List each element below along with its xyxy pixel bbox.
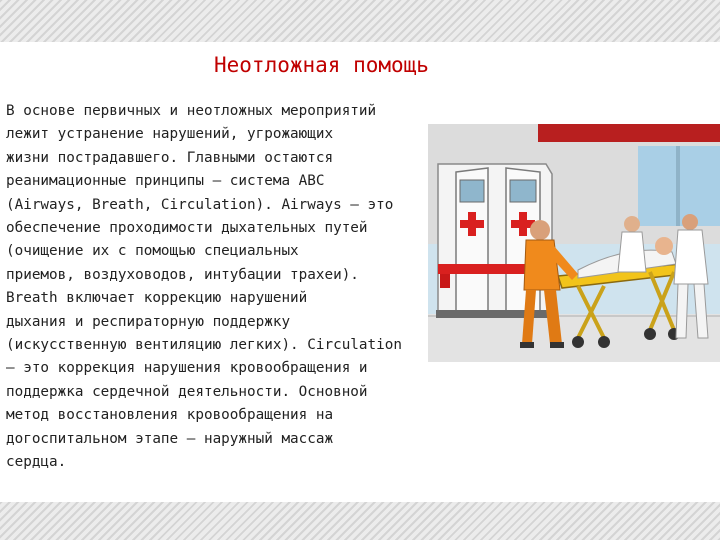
slide-title: Неотложная помощь (214, 53, 429, 77)
ambulance-stretcher-illustration (428, 124, 720, 362)
body-line: Breath включает коррекцию нарушений (6, 290, 308, 307)
body-paragraph (6, 100, 438, 475)
body-line: догоспитальном этапе – наружный массаж (6, 430, 334, 447)
body-line: метод восстановления кровообращения на (6, 407, 334, 424)
top-stripe-band (0, 0, 720, 42)
body-line: лежит устранение нарушений, угрожающих (6, 126, 334, 143)
body-line: (Airways, Breath, Circulation). Airways – это (6, 196, 394, 213)
body-line: обеспечение проходимости дыхательных путей (6, 220, 368, 237)
bottom-stripe-band (0, 502, 720, 540)
body-line: (искусственную вентиляцию легких). Circulation (6, 337, 402, 354)
body-line: В основе первичных и неотложных мероприятий (6, 103, 377, 119)
body-line: реанимационные принципы – система АВС (6, 173, 325, 190)
body-line: жизни пострадавшего. Главными остаются (6, 149, 334, 166)
body-line: сердца. (6, 454, 67, 471)
body-line: поддержка сердечной деятельности. Основной (6, 383, 368, 400)
body-line: дыхания и респираторную поддержку (6, 313, 291, 330)
body-line: – это коррекция нарушения кровообращения и (6, 360, 368, 377)
body-line: приемов, воздуховодов, интубации трахеи). (6, 266, 359, 283)
body-line: (очищение их с помощью специальных (6, 243, 299, 260)
